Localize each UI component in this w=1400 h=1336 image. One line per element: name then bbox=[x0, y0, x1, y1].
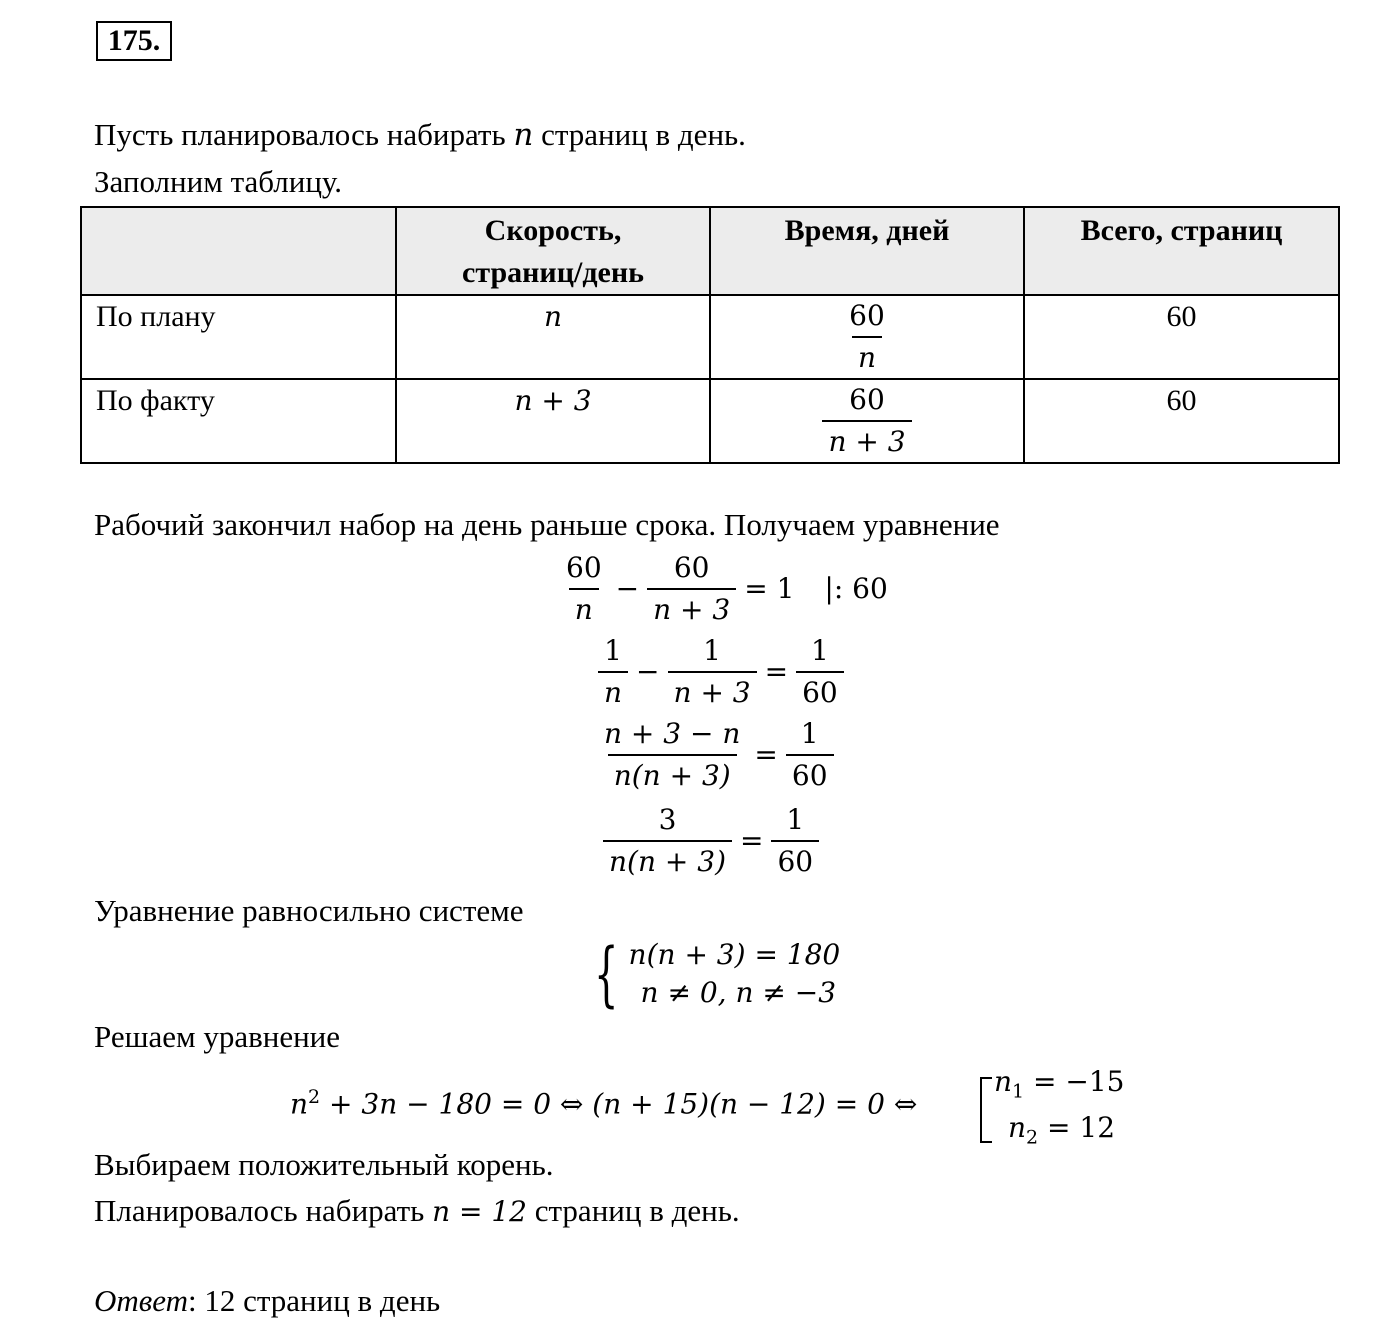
intro-text-b: страниц в день. bbox=[533, 117, 746, 152]
roots-set bbox=[980, 1064, 1125, 1155]
root2-variable: n bbox=[1008, 1110, 1027, 1144]
conclusion bbox=[94, 1192, 740, 1231]
cell-total-fact: 60 bbox=[1024, 379, 1339, 463]
eq2-minus: − bbox=[636, 655, 660, 688]
choose-root: Выбираем положительный корень. bbox=[94, 1147, 554, 1182]
time-fact-numerator: 60 bbox=[849, 383, 885, 416]
eq2-rhs-denominator: 60 bbox=[796, 671, 844, 713]
root2-value: = 12 bbox=[1038, 1110, 1116, 1144]
roots-lines bbox=[994, 1064, 1125, 1155]
header-total: Всего, страниц bbox=[1024, 207, 1339, 295]
eq2-f2-denominator: n + 3 bbox=[668, 671, 757, 713]
equation-intro: Рабочий закончил набор на день раньше срока. Получаем уравнение bbox=[94, 507, 1000, 542]
conclusion-text-b: страниц в день. bbox=[527, 1193, 740, 1228]
speed-plan-value: n bbox=[543, 300, 563, 333]
table-row bbox=[81, 295, 1339, 379]
system-line-2: n ≠ 0, n ≠ −3 bbox=[640, 976, 837, 1009]
eq4-rhs-fraction bbox=[771, 800, 819, 882]
time-plan-numerator: 60 bbox=[849, 299, 885, 332]
cell-speed-plan bbox=[396, 295, 710, 379]
eq2-fraction-2 bbox=[668, 631, 757, 713]
eq2-fraction-1 bbox=[598, 631, 628, 713]
eq1-f2-numerator: 60 bbox=[673, 551, 710, 584]
eq1-minus: − bbox=[615, 572, 640, 605]
row-label-fact: По факту bbox=[81, 379, 396, 463]
eq4-equals: = bbox=[740, 824, 764, 857]
task-number-box: 175. bbox=[96, 21, 172, 61]
solve-intro: Решаем уравнение bbox=[94, 1019, 341, 1054]
equation-system bbox=[584, 933, 841, 1015]
system-line-1: n(n + 3) = 180 bbox=[628, 938, 841, 971]
roots-bracket bbox=[980, 1077, 992, 1143]
time-plan-fraction bbox=[843, 296, 891, 378]
eq3-rhs-denominator: 60 bbox=[786, 754, 834, 796]
quad-rest: + 3n − 180 = 0 ⇔ (n + 15)(n − 12) = 0 ⇔ bbox=[320, 1087, 918, 1121]
header-speed-line2: страниц/день bbox=[462, 256, 644, 289]
conclusion-math: n = 12 bbox=[432, 1195, 527, 1228]
data-table bbox=[80, 206, 1340, 464]
eq1-rhs: = 1 bbox=[744, 572, 795, 605]
header-time: Время, дней bbox=[710, 207, 1024, 295]
eq1-f2-denominator: n + 3 bbox=[647, 588, 736, 630]
eq2-equals: = bbox=[764, 655, 789, 688]
eq2-f1-denominator: n bbox=[598, 671, 628, 713]
equation-3 bbox=[598, 714, 834, 796]
root-1 bbox=[994, 1064, 1125, 1110]
eq3-rhs-fraction bbox=[786, 714, 834, 796]
eq2-f1-numerator: 1 bbox=[604, 634, 622, 667]
cell-total-plan: 60 bbox=[1024, 295, 1339, 379]
equation-2 bbox=[598, 631, 844, 713]
eq2-f2-numerator: 1 bbox=[703, 634, 721, 667]
cell-speed-fact bbox=[396, 379, 710, 463]
intro-line-1 bbox=[94, 116, 746, 154]
eq1-f1-denominator: n bbox=[569, 588, 599, 630]
intro-line-2: Заполним таблицу. bbox=[94, 164, 343, 199]
eq4-numerator: 3 bbox=[658, 803, 677, 836]
time-fact-fraction bbox=[822, 380, 911, 462]
table-header-row bbox=[81, 207, 1339, 295]
header-speed-line1: Скорость, bbox=[484, 214, 622, 247]
equation-1 bbox=[560, 548, 888, 630]
time-fact-denominator: n + 3 bbox=[822, 420, 911, 462]
eq3-numerator: n + 3 − n bbox=[604, 717, 741, 750]
header-empty bbox=[81, 207, 396, 295]
eq4-denominator: n(n + 3) bbox=[603, 840, 732, 882]
eq3-equals: = bbox=[754, 738, 778, 771]
eq1-f1-numerator: 60 bbox=[566, 551, 602, 584]
system-lines bbox=[629, 936, 841, 1012]
eq3-fraction bbox=[598, 714, 746, 796]
eq4-rhs-denominator: 60 bbox=[771, 840, 819, 882]
root1-value: = −15 bbox=[1024, 1065, 1125, 1098]
answer-label: Ответ bbox=[94, 1283, 188, 1318]
eq2-rhs-numerator: 1 bbox=[811, 634, 829, 667]
header-speed bbox=[396, 207, 710, 295]
eq2-rhs-fraction bbox=[796, 631, 844, 713]
intro-variable: n bbox=[513, 117, 534, 153]
root2-index: 2 bbox=[1026, 1126, 1039, 1149]
eq3-rhs-numerator: 1 bbox=[800, 717, 819, 750]
eq4-rhs-numerator: 1 bbox=[786, 803, 805, 836]
answer bbox=[94, 1282, 440, 1320]
quad-variable: n bbox=[290, 1087, 309, 1121]
cell-time-fact bbox=[710, 379, 1024, 463]
system-intro: Уравнение равносильно системе bbox=[94, 893, 524, 928]
eq1-note: |: 60 bbox=[824, 572, 888, 605]
eq4-fraction bbox=[603, 800, 732, 882]
row-label-plan: По плану bbox=[81, 295, 396, 379]
speed-fact-value: n + 3 bbox=[514, 384, 592, 417]
root1-index: 1 bbox=[1012, 1080, 1025, 1103]
eq3-denominator: n(n + 3) bbox=[608, 754, 737, 796]
time-plan-denominator: n bbox=[852, 336, 882, 378]
system-brace: { bbox=[594, 933, 619, 1015]
eq1-fraction-2 bbox=[647, 548, 736, 630]
quad-exponent: 2 bbox=[308, 1086, 321, 1108]
answer-text: : 12 страниц в день bbox=[187, 1283, 441, 1318]
conclusion-text-a: Планировалось набирать bbox=[94, 1193, 433, 1228]
cell-time-plan bbox=[710, 295, 1024, 379]
eq1-fraction-1 bbox=[560, 548, 608, 630]
equation-4 bbox=[603, 800, 819, 882]
root-2 bbox=[994, 1110, 1125, 1156]
table-row bbox=[81, 379, 1339, 463]
intro-text-a: Пусть планировалось набирать bbox=[94, 117, 514, 152]
quadratic-equation bbox=[290, 1080, 917, 1121]
root1-variable: n bbox=[994, 1065, 1013, 1098]
